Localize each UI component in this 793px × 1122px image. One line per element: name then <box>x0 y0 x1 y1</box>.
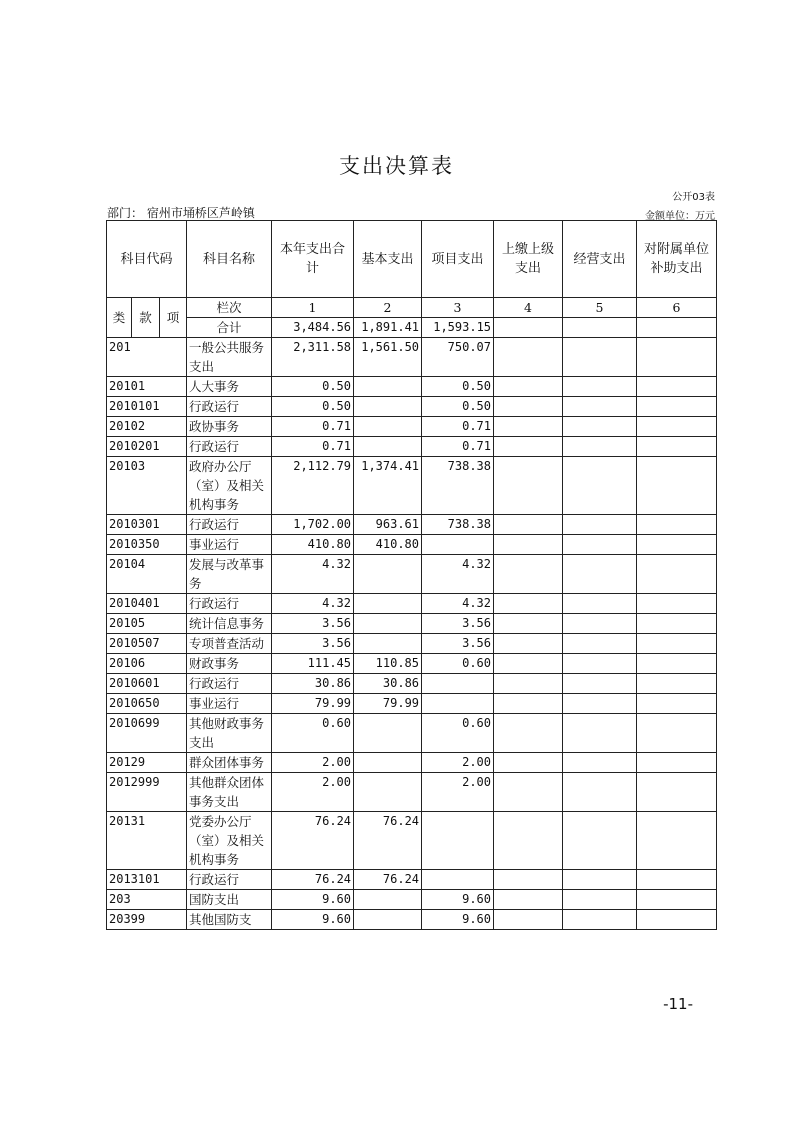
row-subsidy <box>637 674 717 694</box>
table-row <box>107 694 717 714</box>
category-kuan: 款 <box>132 298 160 338</box>
row-total: 111.45 <box>272 654 354 674</box>
row-basic <box>354 634 422 654</box>
row-subsidy <box>637 812 717 870</box>
row-total: 2.00 <box>272 773 354 812</box>
row-project <box>422 674 494 694</box>
row-code: 2010201 <box>107 437 187 457</box>
row-subsidy <box>637 555 717 594</box>
table-row <box>107 555 717 594</box>
row-total: 1,702.00 <box>272 515 354 535</box>
row-name: 一般公共服务支出 <box>187 338 272 377</box>
row-name: 行政运行 <box>187 515 272 535</box>
row-subsidy <box>637 535 717 555</box>
header-code: 科目代码 <box>107 221 187 298</box>
row-project <box>422 812 494 870</box>
row-name: 统计信息事务 <box>187 614 272 634</box>
row-project: 0.50 <box>422 377 494 397</box>
row-basic: 110.85 <box>354 654 422 674</box>
page-title: 支出决算表 <box>339 154 454 178</box>
row-total: 76.24 <box>272 812 354 870</box>
row-basic <box>354 714 422 753</box>
row-name: 其他群众团体事务支出 <box>187 773 272 812</box>
table-row <box>107 457 717 515</box>
row-superior <box>494 397 563 417</box>
row-business <box>563 457 637 515</box>
row-basic: 1,374.41 <box>354 457 422 515</box>
table-row <box>107 890 717 910</box>
lanci-col-5: 5 <box>563 298 637 318</box>
row-subsidy <box>637 594 717 614</box>
row-code: 20105 <box>107 614 187 634</box>
row-business <box>563 614 637 634</box>
row-subsidy <box>637 515 717 535</box>
row-business <box>563 714 637 753</box>
row-name: 发展与改革事务 <box>187 555 272 594</box>
row-total: 3.56 <box>272 634 354 654</box>
lanci-label: 栏次 <box>187 298 272 318</box>
row-project: 3.56 <box>422 634 494 654</box>
row-code: 20102 <box>107 417 187 437</box>
row-superior <box>494 634 563 654</box>
row-basic <box>354 614 422 634</box>
table-row <box>107 634 717 654</box>
row-code: 2010401 <box>107 594 187 614</box>
row-project: 0.50 <box>422 397 494 417</box>
header-total: 本年支出合计 <box>272 221 354 298</box>
row-project <box>422 535 494 555</box>
table-row <box>107 614 717 634</box>
row-basic: 1,561.50 <box>354 338 422 377</box>
row-name: 政协事务 <box>187 417 272 437</box>
row-project: 2.00 <box>422 753 494 773</box>
row-name: 国防支出 <box>187 890 272 910</box>
total-superior <box>494 318 563 338</box>
row-total: 0.50 <box>272 377 354 397</box>
row-project: 2.00 <box>422 773 494 812</box>
row-total: 9.60 <box>272 910 354 930</box>
row-superior <box>494 910 563 930</box>
row-project <box>422 870 494 890</box>
row-subsidy <box>637 338 717 377</box>
row-superior <box>494 753 563 773</box>
row-project: 738.38 <box>422 515 494 535</box>
row-basic <box>354 437 422 457</box>
row-business <box>563 753 637 773</box>
row-superior <box>494 890 563 910</box>
row-name: 行政运行 <box>187 594 272 614</box>
row-basic <box>354 417 422 437</box>
row-business <box>563 910 637 930</box>
row-basic: 410.80 <box>354 535 422 555</box>
total-label: 合计 <box>187 318 272 338</box>
lanci-col-1: 1 <box>272 298 354 318</box>
row-business <box>563 377 637 397</box>
row-project: 9.60 <box>422 890 494 910</box>
header-superior: 上缴上级支出 <box>494 221 563 298</box>
row-business <box>563 417 637 437</box>
lanci-col-4: 4 <box>494 298 563 318</box>
amount-unit: 金额单位：万元 <box>645 211 715 222</box>
total-business <box>563 318 637 338</box>
row-code: 201 <box>107 338 187 377</box>
row-subsidy <box>637 397 717 417</box>
table-row <box>107 535 717 555</box>
row-subsidy <box>637 614 717 634</box>
row-total: 79.99 <box>272 694 354 714</box>
row-subsidy <box>637 634 717 654</box>
row-name: 党委办公厅（室）及相关机构事务 <box>187 812 272 870</box>
category-xiang: 项 <box>160 298 187 338</box>
header-subsidy: 对附属单位补助支出 <box>637 221 717 298</box>
row-name: 其他国防支 <box>187 910 272 930</box>
row-code: 20399 <box>107 910 187 930</box>
form-number: 公开03表 <box>672 192 715 203</box>
total-total: 3,484.56 <box>272 318 354 338</box>
table-row <box>107 654 717 674</box>
row-subsidy <box>637 890 717 910</box>
row-code: 2010699 <box>107 714 187 753</box>
total-basic: 1,891.41 <box>354 318 422 338</box>
row-subsidy <box>637 714 717 753</box>
row-project: 4.32 <box>422 594 494 614</box>
row-superior <box>494 674 563 694</box>
row-basic <box>354 753 422 773</box>
row-basic: 963.61 <box>354 515 422 535</box>
row-business <box>563 634 637 654</box>
row-business <box>563 437 637 457</box>
row-name: 行政运行 <box>187 870 272 890</box>
row-code: 2010301 <box>107 515 187 535</box>
row-code: 20106 <box>107 654 187 674</box>
row-business <box>563 338 637 377</box>
row-name: 事业运行 <box>187 694 272 714</box>
row-basic <box>354 377 422 397</box>
lanci-col-2: 2 <box>354 298 422 318</box>
row-subsidy <box>637 377 717 397</box>
row-total: 30.86 <box>272 674 354 694</box>
row-project: 0.71 <box>422 437 494 457</box>
row-superior <box>494 338 563 377</box>
row-superior <box>494 694 563 714</box>
row-project: 738.38 <box>422 457 494 515</box>
row-basic <box>354 773 422 812</box>
header-name: 科目名称 <box>187 221 272 298</box>
total-subsidy <box>637 318 717 338</box>
row-code: 20101 <box>107 377 187 397</box>
row-superior <box>494 457 563 515</box>
row-business <box>563 535 637 555</box>
row-basic: 76.24 <box>354 870 422 890</box>
department-label: 部门： 宿州市埇桥区芦岭镇 <box>107 206 255 220</box>
row-total: 4.32 <box>272 594 354 614</box>
lanci-col-6: 6 <box>637 298 717 318</box>
row-business <box>563 694 637 714</box>
row-business <box>563 515 637 535</box>
row-superior <box>494 714 563 753</box>
row-total: 0.71 <box>272 437 354 457</box>
header-business: 经营支出 <box>563 221 637 298</box>
row-superior <box>494 535 563 555</box>
row-code: 20129 <box>107 753 187 773</box>
table-row <box>107 397 717 417</box>
row-superior <box>494 377 563 397</box>
row-business <box>563 397 637 417</box>
row-basic <box>354 555 422 594</box>
table-row <box>107 417 717 437</box>
row-subsidy <box>637 417 717 437</box>
row-business <box>563 773 637 812</box>
row-code: 2010650 <box>107 694 187 714</box>
table-row <box>107 773 717 812</box>
total-project: 1,593.15 <box>422 318 494 338</box>
row-total: 76.24 <box>272 870 354 890</box>
row-code: 2010507 <box>107 634 187 654</box>
table-row <box>107 870 717 890</box>
row-total: 0.71 <box>272 417 354 437</box>
table-row <box>107 753 717 773</box>
row-total: 410.80 <box>272 535 354 555</box>
row-name: 行政运行 <box>187 674 272 694</box>
row-name: 专项普查活动 <box>187 634 272 654</box>
table-row <box>107 338 717 377</box>
row-subsidy <box>637 773 717 812</box>
row-superior <box>494 437 563 457</box>
header-basic: 基本支出 <box>354 221 422 298</box>
row-project: 0.60 <box>422 714 494 753</box>
row-project: 0.60 <box>422 654 494 674</box>
row-total: 0.50 <box>272 397 354 417</box>
row-code: 2010601 <box>107 674 187 694</box>
table-row <box>107 594 717 614</box>
row-name: 群众团体事务 <box>187 753 272 773</box>
table-row <box>107 437 717 457</box>
row-project: 4.32 <box>422 555 494 594</box>
row-project <box>422 694 494 714</box>
row-superior <box>494 594 563 614</box>
row-business <box>563 594 637 614</box>
row-project: 750.07 <box>422 338 494 377</box>
row-project: 9.60 <box>422 910 494 930</box>
row-code: 20104 <box>107 555 187 594</box>
column-number-row <box>107 298 717 318</box>
row-business <box>563 890 637 910</box>
row-business <box>563 654 637 674</box>
row-subsidy <box>637 457 717 515</box>
row-total: 2,311.58 <box>272 338 354 377</box>
row-business <box>563 812 637 870</box>
row-superior <box>494 654 563 674</box>
row-basic: 30.86 <box>354 674 422 694</box>
row-total: 0.60 <box>272 714 354 753</box>
row-name: 行政运行 <box>187 397 272 417</box>
row-business <box>563 870 637 890</box>
row-superior <box>494 515 563 535</box>
row-basic <box>354 910 422 930</box>
row-code: 20103 <box>107 457 187 515</box>
table-row <box>107 515 717 535</box>
page-number: -11- <box>663 995 693 1013</box>
total-row <box>107 318 717 338</box>
row-business <box>563 555 637 594</box>
row-code: 20131 <box>107 812 187 870</box>
lanci-col-3: 3 <box>422 298 494 318</box>
row-basic <box>354 397 422 417</box>
row-subsidy <box>637 870 717 890</box>
row-total: 9.60 <box>272 890 354 910</box>
row-subsidy <box>637 753 717 773</box>
row-basic: 76.24 <box>354 812 422 870</box>
row-subsidy <box>637 437 717 457</box>
row-basic <box>354 594 422 614</box>
row-total: 2.00 <box>272 753 354 773</box>
row-code: 2010350 <box>107 535 187 555</box>
row-superior <box>494 773 563 812</box>
table-row <box>107 714 717 753</box>
table-row <box>107 674 717 694</box>
row-superior <box>494 614 563 634</box>
row-name: 行政运行 <box>187 437 272 457</box>
row-code: 2013101 <box>107 870 187 890</box>
row-name: 政府办公厅（室）及相关机构事务 <box>187 457 272 515</box>
category-lei: 类 <box>107 298 132 338</box>
row-subsidy <box>637 654 717 674</box>
table-row <box>107 812 717 870</box>
header-project: 项目支出 <box>422 221 494 298</box>
row-superior <box>494 812 563 870</box>
row-basic <box>354 890 422 910</box>
row-business <box>563 674 637 694</box>
row-name: 人大事务 <box>187 377 272 397</box>
row-superior <box>494 417 563 437</box>
row-superior <box>494 555 563 594</box>
row-superior <box>494 870 563 890</box>
row-code: 203 <box>107 890 187 910</box>
row-basic: 79.99 <box>354 694 422 714</box>
row-name: 财政事务 <box>187 654 272 674</box>
table-row <box>107 377 717 397</box>
table-row <box>107 910 717 930</box>
row-total: 2,112.79 <box>272 457 354 515</box>
row-code: 2010101 <box>107 397 187 417</box>
expenditure-table <box>106 220 717 930</box>
row-name: 其他财政事务支出 <box>187 714 272 753</box>
row-name: 事业运行 <box>187 535 272 555</box>
header-row <box>107 221 717 298</box>
row-subsidy <box>637 694 717 714</box>
row-total: 4.32 <box>272 555 354 594</box>
row-subsidy <box>637 910 717 930</box>
row-project: 0.71 <box>422 417 494 437</box>
row-code: 2012999 <box>107 773 187 812</box>
row-total: 3.56 <box>272 614 354 634</box>
row-project: 3.56 <box>422 614 494 634</box>
